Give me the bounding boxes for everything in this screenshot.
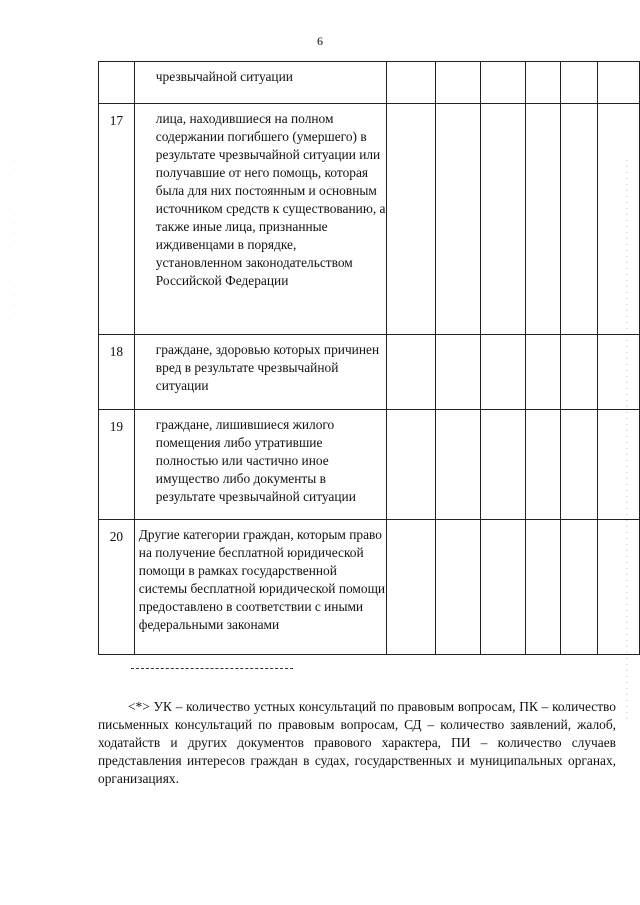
empty-value-cell [561, 410, 598, 520]
empty-value-cell [386, 410, 435, 520]
row-number-cell: 18 [99, 335, 135, 410]
table-row [99, 104, 640, 335]
table-row [99, 520, 640, 655]
empty-value-cell [598, 520, 640, 655]
scan-artifact [14, 160, 15, 320]
empty-value-cell [386, 520, 435, 655]
empty-value-cell [436, 520, 481, 655]
empty-value-cell [561, 62, 598, 104]
empty-value-cell [480, 335, 525, 410]
category-cell: лица, находившиеся на полном содержании погибшего (умершего) в результате чрезвычайной ситуации или получавшие от него помощь, которая была для них постоянным и основным источником средств к существованию, а также иные лица, признанные иждивенцами в порядке, установленном законодательством Российской Федерации [134, 104, 386, 335]
empty-value-cell [526, 410, 561, 520]
table-row [99, 335, 640, 410]
empty-value-cell [526, 62, 561, 104]
category-cell: чрезвычайной ситуации [134, 62, 386, 104]
footnote-separator [131, 668, 293, 669]
page-number: 6 [317, 34, 323, 48]
footnote-text: <*> УК – количество устных консультаций по правовым вопросам, ПК – количество письменных консультаций по правовым вопросам, СД – количество заявлений, жалоб, ходатайств и других документов правового характера, ПИ – количество случаев представления интересов граждан в судах, государственных и муниципальных органах, организациях. [98, 699, 616, 787]
empty-value-cell [598, 62, 640, 104]
empty-value-cell [436, 335, 481, 410]
empty-value-cell [436, 104, 481, 335]
empty-value-cell [526, 335, 561, 410]
empty-value-cell [480, 62, 525, 104]
empty-value-cell [561, 335, 598, 410]
empty-value-cell [598, 410, 640, 520]
empty-value-cell [386, 104, 435, 335]
empty-value-cell [561, 104, 598, 335]
empty-value-cell [526, 520, 561, 655]
table-row [99, 410, 640, 520]
empty-value-cell [480, 410, 525, 520]
empty-value-cell [386, 62, 435, 104]
row-number-cell: 19 [99, 410, 135, 520]
table-body [99, 62, 640, 655]
empty-value-cell [480, 520, 525, 655]
empty-value-cell [526, 104, 561, 335]
empty-value-cell [598, 104, 640, 335]
empty-value-cell [436, 410, 481, 520]
category-cell: Другие категории граждан, которым право на получение бесплатной юридической помощи в рамках государственной системы бесплатной юридической помощи предоставлено в соответствии с иными федеральными законами [134, 520, 386, 655]
empty-value-cell [386, 335, 435, 410]
empty-value-cell [436, 62, 481, 104]
row-number-cell: 17 [99, 104, 135, 335]
empty-value-cell [480, 104, 525, 335]
empty-value-cell [598, 335, 640, 410]
report-table [98, 61, 640, 655]
empty-value-cell [561, 520, 598, 655]
category-cell: граждане, лишившиеся жилого помещения либо утратившие полностью или частично иное имущество либо документы в результате чрезвычайной ситуации [134, 410, 386, 520]
category-cell: граждане, здоровью которых причинен вред в результате чрезвычайной ситуации [134, 335, 386, 410]
row-number-cell [99, 62, 135, 104]
row-number-cell: 20 [99, 520, 135, 655]
table-row [99, 62, 640, 104]
